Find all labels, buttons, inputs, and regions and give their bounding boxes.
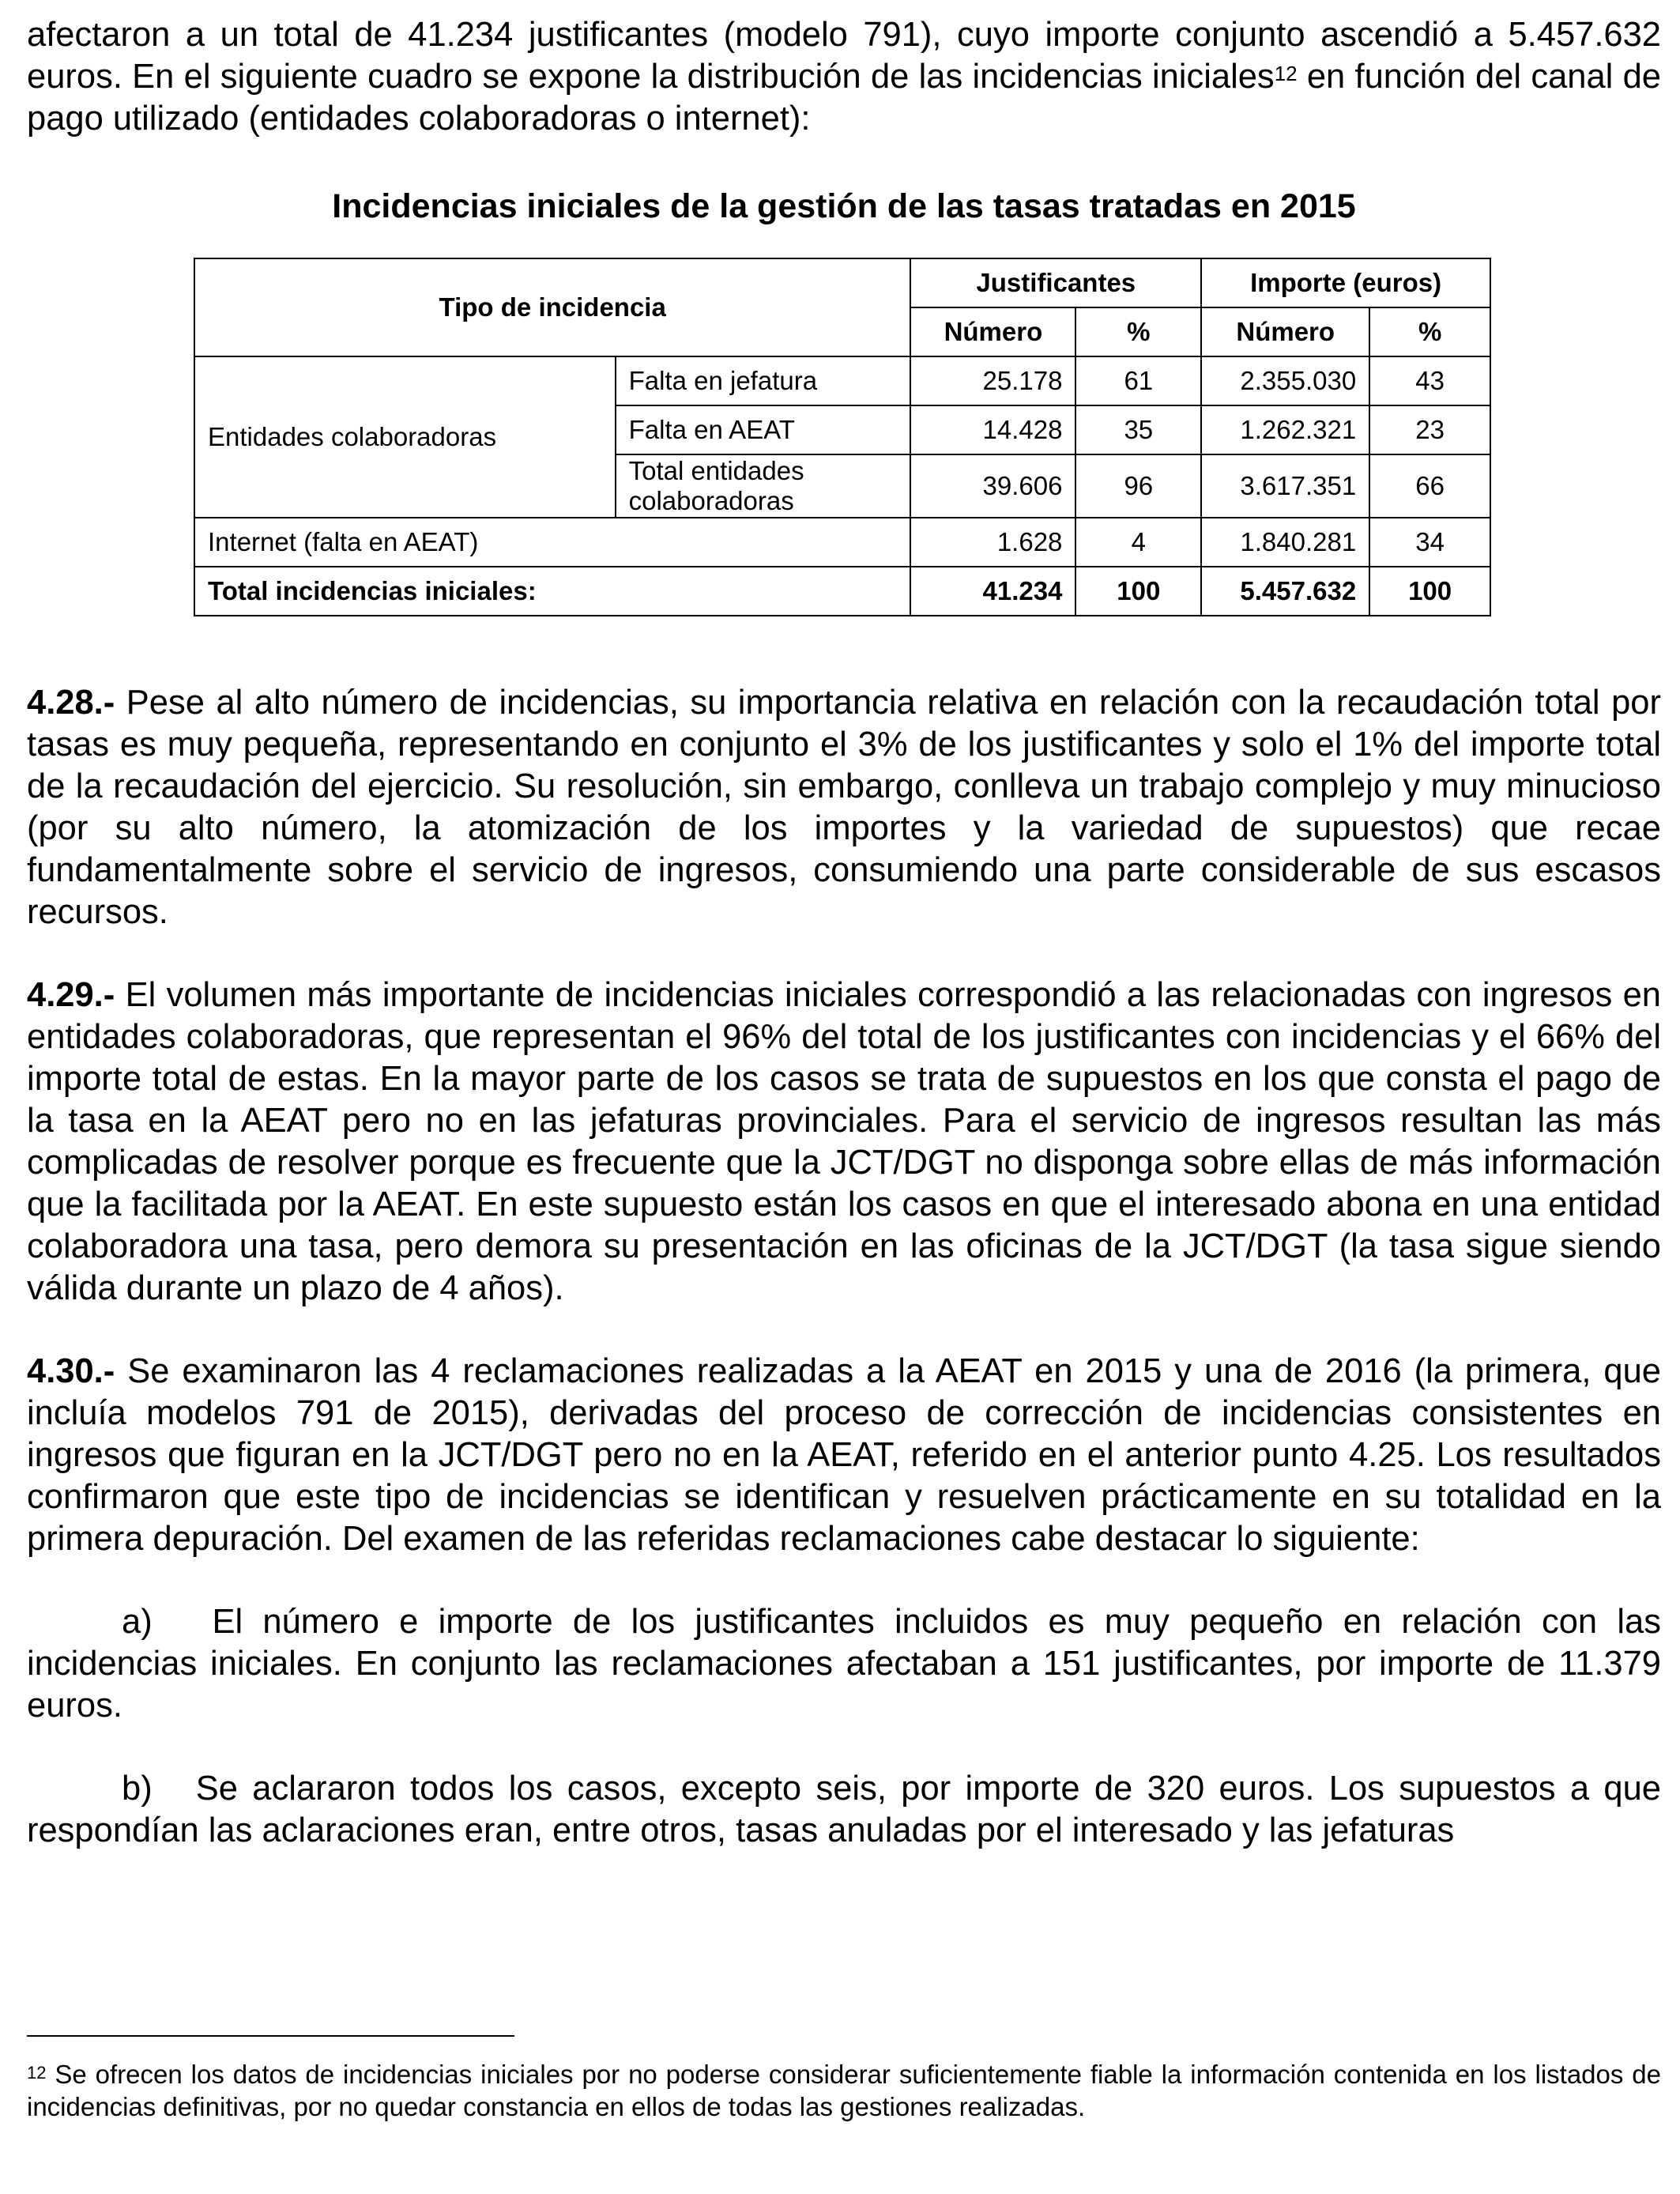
row-label: Total entidades colaboradoras	[616, 454, 911, 518]
cell-imp-num: 3.617.351	[1201, 454, 1369, 518]
footnote	[27, 2058, 1661, 2123]
footnote-separator	[27, 2035, 514, 2037]
row-label-total: Total incidencias iniciales:	[194, 567, 910, 616]
paragraph-4-28	[27, 682, 1661, 933]
paragraph-4-30	[27, 1351, 1661, 1560]
cell-just-num: 39.606	[910, 454, 1075, 518]
table-row	[194, 356, 1490, 405]
paragraph-4-29	[27, 974, 1661, 1310]
list-marker: b)	[122, 1770, 153, 1808]
paragraph-text: Se examinaron las 4 reclamaciones realizadas a la AEAT en 2015 y una de 2016 (la primera, que incluía modelos 791 de 2015), derivadas del proceso de corrección de incidencias consistentes en ingresos que figuran en la JCT/DGT pero no en la AEAT, referido en el anterior punto 4.25. Los resultados confirmaron que este tipo de incidencias se identifican y resuelven prácticamente en su totalidad en la primera depuración. Del examen de las referidas reclamaciones cabe destacar lo siguiente:	[27, 1352, 1661, 1558]
paragraph-number: 4.29.-	[27, 976, 115, 1014]
table-title: Incidencias iniciales de la gestión de las tasas tratadas en 2015	[332, 187, 1356, 225]
cell-imp-pct: 23	[1369, 405, 1490, 454]
paragraph-text: Pese al alto número de incidencias, su importancia relativa en relación con la recaudación total por tasas es muy pequeña, representando en conjunto el 3% de los justificantes y solo el 1% del importe total de la recaudación del ejercicio. Su resolución, sin embargo, conlleva un trabajo complejo y muy minucioso (por su alto número, la atomización de los importes y la variedad de supuestos) que recae fundamentalmente sobre el servicio de ingresos, consumiendo una parte considerable de sus escasos recursos.	[27, 684, 1661, 931]
row-label: Falta en jefatura	[616, 356, 911, 405]
table-row	[194, 518, 1490, 567]
paragraph-number: 4.28.-	[27, 684, 115, 722]
cell-just-pct: 35	[1075, 405, 1201, 454]
header-imp-pct: %	[1369, 307, 1490, 356]
header-imp-numero: Número	[1201, 307, 1369, 356]
cell-imp-pct: 100	[1369, 567, 1490, 616]
footnote-text: Se ofrecen los datos de incidencias iniciales por no poderse considerar suficientemente fiable la información contenida en los listados de incidencias definitivas, por no quedar constancia en ellos de todas las gestiones realizadas.	[27, 2060, 1661, 2121]
cell-imp-num: 2.355.030	[1201, 356, 1369, 405]
row-label: Falta en AEAT	[616, 405, 911, 454]
incidencias-table	[194, 258, 1491, 616]
header-importe: Importe (euros)	[1201, 258, 1490, 307]
cell-imp-pct: 43	[1369, 356, 1490, 405]
cell-just-pct: 4	[1075, 518, 1201, 567]
cell-just-pct: 61	[1075, 356, 1201, 405]
cell-imp-num: 1.840.281	[1201, 518, 1369, 567]
cell-imp-num: 1.262.321	[1201, 405, 1369, 454]
group-label-entidades: Entidades colaboradoras	[194, 356, 616, 518]
table-total-row	[194, 567, 1490, 616]
intro-text-b: en función del canal de pago utilizado (entidades colaboradoras o internet):	[27, 58, 1661, 138]
list-item-text: El número e importe de los justificantes incluidos es muy pequeño en relación con las incidencias iniciales. En conjunto las reclamaciones afectaban a 151 justificantes, por importe de 11.379 euros.	[27, 1603, 1661, 1725]
footnote-number: 12	[27, 2063, 47, 2083]
header-just-pct: %	[1075, 307, 1201, 356]
row-label-internet: Internet (falta en AEAT)	[194, 518, 910, 567]
list-item-b	[27, 1768, 1661, 1852]
cell-just-pct: 100	[1075, 567, 1201, 616]
cell-just-num: 41.234	[910, 567, 1075, 616]
paragraph-text: El volumen más importante de incidencias iniciales correspondió a las relacionadas con ingresos en entidades colaboradoras, que representan el 96% del total de los justificantes con incidencias y el 66% del importe total de estas. En la mayor parte de los casos se trata de supuestos en los que consta el pago de la tasa en la AEAT pero no en las jefaturas provinciales. Para el servicio de ingresos resultan las más complicadas de resolver porque es frecuente que la JCT/DGT no disponga sobre ellas de más información que la facilitada por la AEAT. En este supuesto están los casos en que el interesado abona en una entidad colaboradora una tasa, pero demora su presentación en las oficinas de la JCT/DGT (la tasa sigue siendo válida durante un plazo de 4 años).	[27, 976, 1661, 1307]
cell-just-num: 14.428	[910, 405, 1075, 454]
cell-just-num: 25.178	[910, 356, 1075, 405]
list-item-text: Se aclararon todos los casos, excepto seis, por importe de 320 euros. Los supuestos a que respondían las aclaraciones eran, entre otros, tasas anuladas por el interesado y las jefaturas	[27, 1770, 1661, 1849]
table-header-row	[194, 258, 1490, 307]
header-justificantes: Justificantes	[910, 258, 1201, 307]
list-marker: a)	[122, 1603, 153, 1641]
header-just-numero: Número	[910, 307, 1075, 356]
cell-imp-pct: 66	[1369, 454, 1490, 518]
cell-just-num: 1.628	[910, 518, 1075, 567]
list-item-a	[27, 1601, 1661, 1727]
cell-imp-pct: 34	[1369, 518, 1490, 567]
header-tipo: Tipo de incidencia	[194, 258, 910, 356]
intro-paragraph	[27, 14, 1661, 140]
footnote-reference[interactable]: 12	[1274, 62, 1298, 85]
cell-just-pct: 96	[1075, 454, 1201, 518]
paragraph-number: 4.30.-	[27, 1352, 115, 1390]
intro-text-a: afectaron a un total de 41.234 justificantes (modelo 791), cuyo importe conjunto ascendió a 5.457.632 euros. En el siguiente cuadro se expone la distribución de las incidencias iniciales	[27, 16, 1661, 96]
document-page	[27, 14, 1661, 1852]
cell-imp-num: 5.457.632	[1201, 567, 1369, 616]
